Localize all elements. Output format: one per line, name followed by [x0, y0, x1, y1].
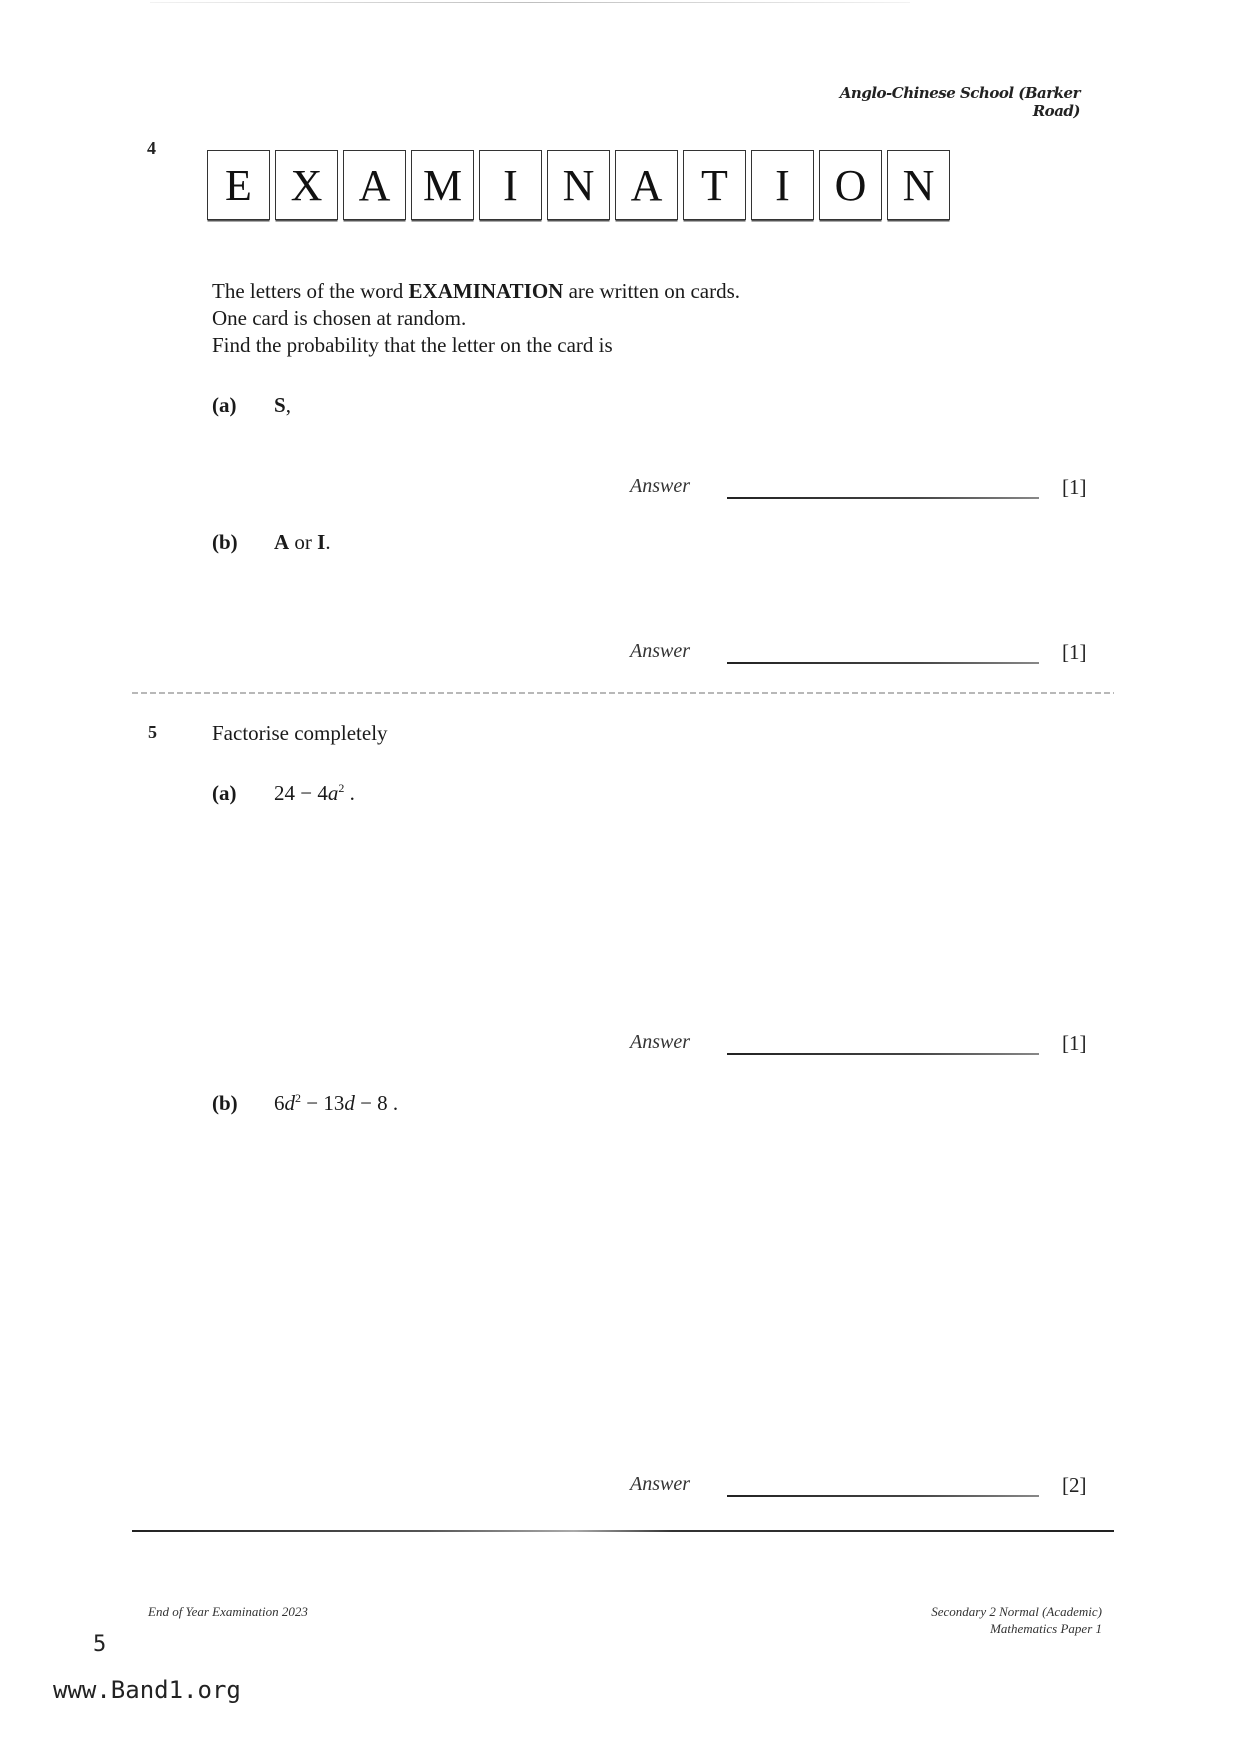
answer-label: Answer: [630, 1031, 690, 1053]
part-letter: S: [274, 393, 286, 417]
section-divider: [132, 692, 1114, 694]
footer-level: Secondary 2 Normal (Academic): [931, 1604, 1102, 1619]
part-label: (a): [212, 781, 237, 805]
question-5b: [212, 1091, 398, 1116]
answer-row-4a: [630, 475, 1100, 503]
stem-text: are written on cards.: [563, 279, 741, 303]
math-expression: [274, 1091, 398, 1116]
expr-term: 6: [274, 1091, 285, 1115]
expr-term: − 13: [301, 1091, 345, 1115]
part-label: (a): [212, 393, 237, 417]
letter-card: N: [887, 150, 950, 220]
answer-label: Answer: [630, 640, 690, 662]
expr-term: − 8 .: [354, 1091, 399, 1115]
letter-card: N: [547, 150, 610, 220]
stem-line-1: [212, 278, 740, 305]
footer-paper: Mathematics Paper 1: [990, 1621, 1102, 1636]
question-4a: [212, 393, 291, 418]
letter-card: M: [411, 150, 474, 220]
part-text: [274, 393, 291, 418]
letter-cards: [207, 150, 950, 220]
answer-line[interactable]: [727, 662, 1039, 664]
stem-text: The letters of the word: [212, 279, 409, 303]
letter-card: I: [751, 150, 814, 220]
answer-row-4b: [630, 640, 1100, 668]
expr-variable: d: [284, 1091, 295, 1115]
expr-exponent: 2: [295, 1091, 301, 1105]
expr-variable: d: [344, 1091, 355, 1115]
footer-paper-info: [931, 1603, 1102, 1637]
part-letter: I: [317, 530, 326, 554]
answer-row-5a: [630, 1031, 1100, 1059]
expr-variable: a: [327, 781, 339, 805]
expr-exponent: 2: [338, 781, 345, 795]
marks: [1]: [1062, 1031, 1087, 1055]
answer-row-5b: [630, 1473, 1100, 1501]
section-divider: [132, 1530, 1114, 1532]
part-label: (b): [212, 1091, 238, 1115]
question-4-stem: [212, 278, 740, 359]
math-expression: [274, 781, 355, 806]
marks: [1]: [1062, 475, 1087, 499]
letter-card: O: [819, 150, 882, 220]
footer-exam-title: End of Year Examination 2023: [148, 1604, 308, 1619]
question-5-instruction: Factorise completely: [212, 721, 388, 745]
watermark-url: www.Band1.org: [53, 1676, 241, 1704]
question-5a: [212, 781, 355, 806]
marks: [2]: [1062, 1473, 1087, 1497]
letter-card: E: [207, 150, 270, 220]
letter-card: X: [275, 150, 338, 220]
question-5-number: 5: [148, 722, 157, 742]
letter-card: T: [683, 150, 746, 220]
answer-line[interactable]: [727, 1053, 1039, 1055]
letter-card: I: [479, 150, 542, 220]
punctuation: ,: [285, 393, 291, 417]
punctuation: .: [325, 530, 331, 554]
letter-card: A: [343, 150, 406, 220]
answer-label: Answer: [630, 1473, 690, 1495]
question-4b: [212, 530, 331, 555]
stem-line-3: Find the probability that the letter on the card is: [212, 333, 613, 357]
answer-line[interactable]: [727, 1495, 1039, 1497]
answer-line[interactable]: [727, 497, 1039, 499]
scan-artifact-line: [150, 2, 910, 3]
part-text: [274, 530, 331, 555]
punctuation: .: [344, 781, 355, 805]
part-conjunction: or: [289, 530, 318, 554]
stem-keyword: EXAMINATION: [408, 279, 564, 303]
part-letter: A: [274, 530, 290, 554]
question-4-number: 4: [147, 138, 156, 158]
school-header: Anglo-Chinese School (Barker Road): [839, 84, 1080, 120]
marks: [1]: [1062, 640, 1087, 664]
answer-label: Answer: [630, 475, 690, 497]
part-label: (b): [212, 530, 238, 554]
page-number: 5: [93, 1632, 107, 1657]
stem-line-2: One card is chosen at random.: [212, 306, 467, 330]
letter-card: A: [615, 150, 678, 220]
expr-term: 24 − 4: [274, 781, 328, 805]
